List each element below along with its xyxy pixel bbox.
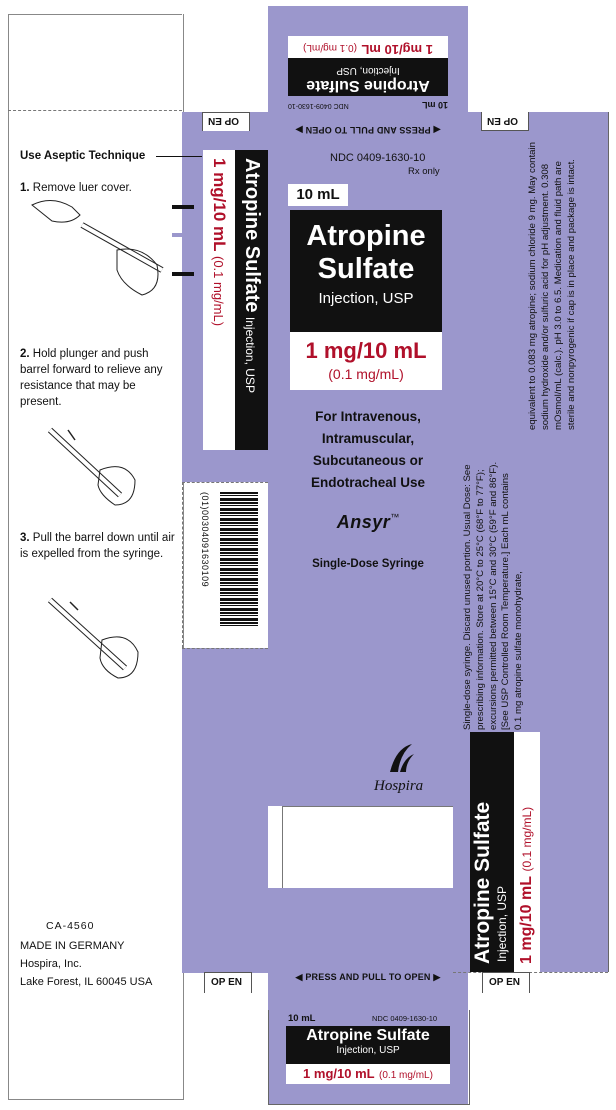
- tab-op: OP: [503, 115, 518, 126]
- hospira-logo-icon: [386, 742, 416, 776]
- press-pull-text: PRESS AND PULL TO OPEN: [305, 972, 431, 982]
- address: Lake Forest, IL 60045 USA: [20, 976, 153, 988]
- step-2: [20, 346, 175, 410]
- bottom-flap-volume: 10 mL: [288, 1013, 316, 1024]
- side-label-name-box: [235, 150, 268, 450]
- side-label-name: Atropine Sulfate: [241, 158, 263, 313]
- right-label-strength-box: [514, 732, 540, 972]
- top-flap-volume: 10 mL: [421, 100, 448, 110]
- step-number: 2.: [20, 348, 30, 360]
- right-text-lower: Single-dose syringe. Discard unused portion. Usual Dose: See prescribing information. Store at 20°C to 25°C (68°F to 77°F); excursions permitted between 15°C and 30°C (59°F and 86°F). [See USP Controlled Room Temperature.] Each mL contains 0.1 mg atropine sulfate monohydrate,: [462, 461, 525, 730]
- front-ndc: NDC 0409-1630-10: [330, 152, 426, 164]
- fold-mark: [172, 272, 194, 276]
- bottom-flap-strength-box: [286, 1064, 450, 1084]
- bottom-flap-injection: Injection, USP: [336, 1045, 400, 1056]
- front-name-line1: Atropine: [306, 220, 426, 252]
- top-flap-strength-box: [288, 36, 448, 58]
- route-line: For Intravenous,: [315, 409, 421, 424]
- top-flap-label: [288, 58, 448, 96]
- front-routes: [282, 406, 454, 494]
- side-label: [198, 150, 268, 450]
- front-syringe: Single-Dose Syringe: [312, 558, 424, 570]
- tab-label: [489, 977, 529, 988]
- tab-label: [211, 977, 251, 988]
- ansyr-text: Ansyr: [336, 512, 391, 532]
- fold-line: [8, 110, 182, 111]
- tab-label: [487, 115, 518, 126]
- fold-line: [453, 972, 608, 973]
- route-line: Endotracheal Use: [310, 475, 426, 490]
- fold-mark: [172, 233, 194, 237]
- step-text: Remove luer cover.: [32, 182, 132, 194]
- step-3: [20, 530, 175, 562]
- tab-op-en-left-top: [182, 112, 268, 134]
- aseptic-title: Use Aseptic Technique: [20, 150, 146, 162]
- step-number: 1.: [20, 182, 30, 194]
- bottom-flap-strength: 1 mg/10 mL: [303, 1066, 375, 1081]
- tab-en: EN: [208, 115, 222, 126]
- top-flap-name: Atropine Sulfate: [306, 77, 430, 94]
- step-text: Pull the barrel down until air is expelled from the syringe.: [20, 532, 175, 560]
- ansyr-tm: ™: [390, 512, 400, 522]
- front-concentration: (0.1 mg/mL): [328, 366, 404, 382]
- barcode-number: (01)00304091630109: [200, 492, 210, 588]
- barcode-divider: [182, 482, 183, 648]
- step-text: Hold plunger and push barrel forward to relieve any resistance that may be present.: [20, 348, 163, 408]
- side-label-strength-box: [203, 150, 235, 450]
- right-edge: [608, 112, 609, 972]
- barcode-top-line: [182, 482, 268, 483]
- bottom-flap-ndc: NDC 0409-1630-10: [372, 1014, 438, 1023]
- right-text-upper: equivalent to 0.083 mg atropine; sodium chloride 9 mg. May contain sodium hydroxide and/or sulfuric acid for pH adjustment. 0.308 mOsmol/mL (calc.). pH 3.0 to 6.5. Medication and fluid path are sterile and nonpyrogenic if cap is in place and package is intact.: [527, 142, 577, 430]
- ca-code: CA-4560: [46, 920, 95, 932]
- right-label-concentration: (0.1 mg/mL): [520, 806, 534, 872]
- top-flap-ndc: NDC 0409-1630-10: [288, 102, 349, 109]
- front-rx: Rx only: [408, 166, 440, 177]
- right-label: [470, 732, 546, 972]
- bottom-flap-label: [286, 1026, 450, 1064]
- route-line: Subcutaneous or: [312, 453, 424, 468]
- ansyr-logo: [282, 512, 454, 533]
- front-volume: 10 mL: [288, 184, 348, 206]
- company: Hospira, Inc.: [20, 958, 82, 970]
- tab-en: EN: [506, 977, 520, 988]
- top-flap-concentration: (0.1 mg/mL): [303, 42, 357, 53]
- route-line: Intramuscular,: [321, 431, 415, 446]
- made-in: MADE IN GERMANY: [20, 940, 125, 952]
- bottom-flap-concentration: (0.1 mg/mL): [379, 1070, 433, 1081]
- front-strength: 1 mg/10 mL: [305, 338, 427, 363]
- syringe-illustration-3: [40, 590, 140, 685]
- tab-label: [208, 115, 239, 126]
- side-label-injection: Injection, USP: [243, 316, 257, 393]
- tab-op: OP: [489, 977, 504, 988]
- top-flap-strength: 1 mg/10 mL: [361, 42, 433, 57]
- tab-op: OP: [211, 977, 226, 988]
- barcode: [220, 492, 258, 628]
- front-white-box: [282, 806, 456, 890]
- tab-en: EN: [487, 115, 501, 126]
- right-label-strength: 1 mg/10 mL: [518, 875, 535, 964]
- tab-op-en-right-bottom: [482, 972, 530, 993]
- right-label-name-box: [470, 732, 514, 972]
- tab-op: OP: [224, 115, 239, 126]
- bottom-flap-name: Atropine Sulfate: [306, 1027, 430, 1044]
- step-number: 3.: [20, 532, 30, 544]
- aseptic-line: [156, 156, 202, 157]
- press-pull-top: ◀ PRESS AND PULL TO OPEN ▶: [295, 125, 441, 135]
- side-label-strength: 1 mg/10 mL: [210, 158, 229, 252]
- top-flap-injection: Injection, USP: [336, 65, 400, 76]
- top-flap: [284, 20, 452, 110]
- press-pull-text: PRESS AND PULL TO OPEN: [305, 125, 431, 135]
- syringe-illustration-2: [40, 420, 140, 510]
- front-name-box: [290, 210, 442, 332]
- syringe-illustration-1: [22, 195, 172, 300]
- tab-op-en-left-bottom: [204, 972, 252, 993]
- right-label-name: Atropine Sulfate: [471, 801, 494, 964]
- top-edge: [8, 14, 182, 15]
- tab-en: EN: [228, 977, 242, 988]
- front-injection: Injection, USP: [318, 290, 414, 307]
- side-label-concentration: (0.1 mg/mL): [211, 256, 226, 327]
- front-strength-box: [290, 332, 442, 390]
- barcode-bottom-line: [182, 648, 268, 649]
- tab-op-en-right-top: [475, 112, 545, 134]
- step-1: [20, 180, 170, 196]
- press-pull-bottom: ◀ PRESS AND PULL TO OPEN ▶: [295, 972, 441, 982]
- right-label-injection: Injection, USP: [495, 885, 509, 962]
- fold-mark: [172, 205, 194, 209]
- side-purple-lower: [182, 648, 268, 973]
- front-name-line2: Sulfate: [317, 253, 415, 285]
- hospira-wordmark: Hospira: [374, 778, 424, 794]
